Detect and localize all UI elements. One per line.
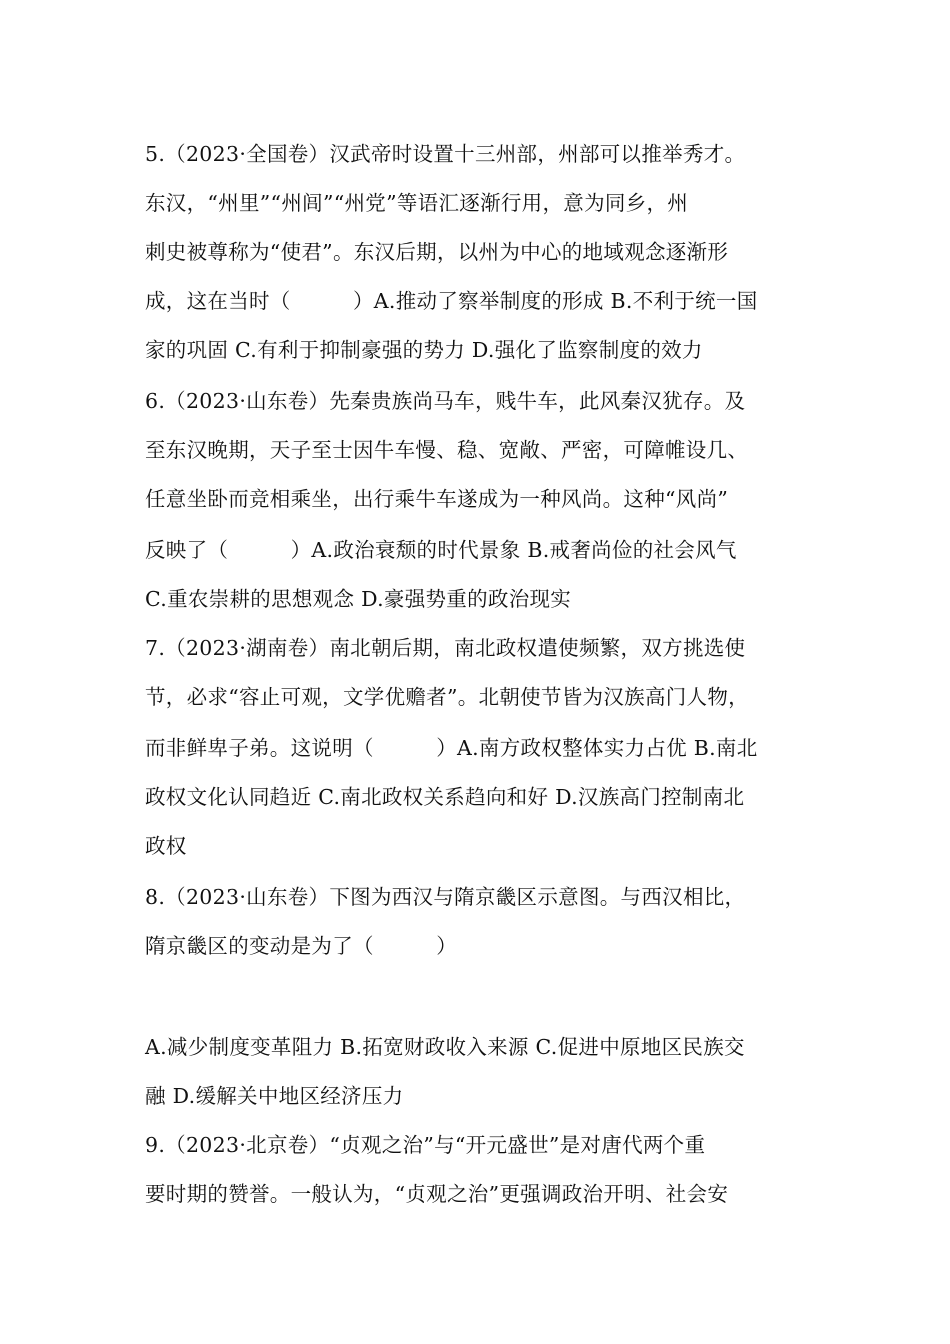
question-5-line-2: 东汉，“州里”“州闾”“州党”等语汇逐渐行用，意为同乡，州 (145, 191, 689, 215)
question-5-line-3: 刺史被尊称为“使君”。东汉后期，以州为中心的地域观念逐渐形 (145, 240, 729, 264)
question-9-line-2: 要时期的赞誉。一般认为，“贞观之治”更强调政治开明、社会安 (145, 1182, 729, 1206)
question-5-line-5: 家的巩固 C.有利于抑制豪强的势力 D.强化了监察制度的效力 (145, 338, 703, 362)
question-8-line-1: 8.（2023·山东卷）下图为西汉与隋京畿区示意图。与西汉相比， (145, 885, 746, 909)
question-7-line-5: 政权 (145, 834, 187, 858)
question-7-line-3: 而非鲜卑子弟。这说明（ ）A.南方政权整体实力占优 B.南北 (145, 736, 758, 760)
question-8-line-2: 隋京畿区的变动是为了（ ） (145, 934, 457, 958)
question-9-line-1: 9.（2023·北京卷）“贞观之治”与“开元盛世”是对唐代两个重 (145, 1133, 706, 1157)
question-6-line-1: 6.（2023·山东卷）先秦贵族尚马车，贱牛车，此风秦汉犹存。及 (145, 389, 746, 413)
question-8-line-3: A.减少制度变革阻力 B.拓宽财政收入来源 C.促进中原地区民族交 (145, 1035, 745, 1059)
question-8-line-4: 融 D.缓解关中地区经济压力 (145, 1084, 404, 1108)
question-7-line-4: 政权文化认同趋近 C.南北政权关系趋向和好 D.汉族高门控制南北 (145, 785, 745, 809)
question-6-line-5: C.重农崇耕的思想观念 D.豪强势重的政治现实 (145, 587, 572, 611)
question-7-line-1: 7.（2023·湖南卷）南北朝后期，南北政权遣使频繁，双方挑选使 (145, 636, 746, 660)
question-5-line-4: 成，这在当时（ ）A.推动了察举制度的形成 B.不利于统一国 (145, 289, 758, 313)
question-6-line-2: 至东汉晚期，天子至士因牛车慢、稳、宽敞、严密，可障帷设几、 (145, 438, 749, 462)
question-6-line-4: 反映了（ ）A.政治衰颓的时代景象 B.戒奢尚俭的社会风气 (145, 538, 737, 562)
question-7-line-2: 节，必求“容止可观，文学优赡者”。北朝使节皆为汉族高门人物， (145, 685, 749, 709)
question-5-line-1: 5.（2023·全国卷）汉武帝时设置十三州部，州部可以推举秀才。 (145, 142, 746, 166)
question-6-line-3: 任意坐卧而竞相乘坐，出行乘牛车遂成为一种风尚。这种“风尚” (145, 487, 729, 511)
